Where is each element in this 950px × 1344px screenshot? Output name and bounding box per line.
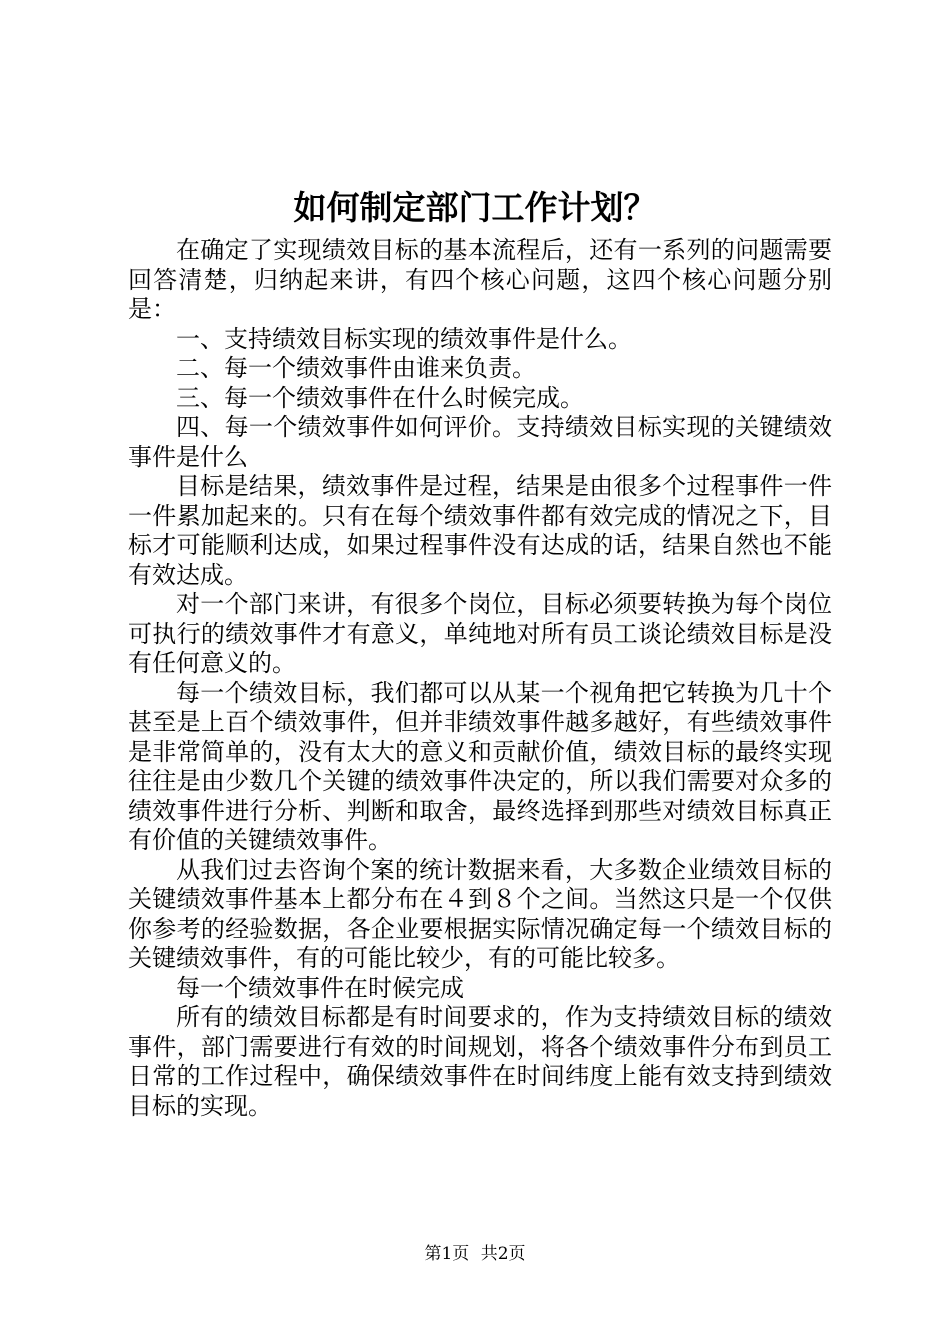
paragraph-item-2: 二、每一个绩效事件由谁来负责。 bbox=[176, 354, 536, 382]
paragraph-goal-result: 目标是结果，绩效事件是过程，结果是由很多个过程事件一件一件累加起来的。只有在每个绩效事件都有效完成的情况之下，目标才可能顺利达成，如果过程事件没有达成的话，结果自然也不能有效达成。 bbox=[128, 472, 832, 589]
paragraph-item-1: 一、支持绩效目标实现的绩效事件是什么。 bbox=[176, 324, 632, 353]
paragraph-item-4: 四、每一个绩效事件如何评价。支持绩效目标实现的关键绩效事件是什么 bbox=[128, 413, 832, 471]
paragraph-subheading: 每一个绩效事件在时候完成 bbox=[176, 973, 464, 1002]
paragraph-item-3: 三、每一个绩效事件在什么时候完成。 bbox=[176, 383, 584, 412]
paragraph-department: 对一个部门来讲，有很多个岗位，目标必须要转换为每个岗位可执行的绩效事件才有意义，单纯地对所有员工谈论绩效目标是没有任何意义的。 bbox=[128, 590, 832, 677]
paragraph-key-events: 每一个绩效目标，我们都可以从某一个视角把它转换为几十个甚至是上百个绩效事件，但并非绩效事件越多越好，有些绩效事件是非常简单的，没有太大的意义和贡献价值，绩效目标的最终实现往往是由少数几个关键的绩效事件决定的，所以我们需要对众多的绩效事件进行分析、判断和取舍，最终选择到那些对绩效目标真正有价值的关键绩效事件。 bbox=[128, 678, 832, 854]
page-footer bbox=[0, 1242, 950, 1266]
paragraph-statistics: 从我们过去咨询个案的统计数据来看，大多数企业绩效目标的关键绩效事件基本上都分布在４到８个之间。当然这只是一个仅供你参考的经验数据，各企业要根据实际情况确定每一个绩效目标的关键绩效事件，有的可能比较少，有的可能比较多。 bbox=[128, 855, 832, 972]
page-number: 第1页 bbox=[424, 1244, 470, 1264]
paragraph-intro: 在确定了实现绩效目标的基本流程后，还有一系列的问题需要回答清楚，归纳起来讲，有四个核心问题，这四个核心问题分别是： bbox=[128, 236, 832, 323]
page-total: 共2页 bbox=[480, 1244, 526, 1264]
document-body bbox=[128, 236, 832, 1121]
document-title: 如何制定部门工作计划？ bbox=[293, 188, 657, 227]
paragraph-time-planning: 所有的绩效目标都是有时间要求的，作为支持绩效目标的绩效事件，部门需要进行有效的时间规划，将各个绩效事件分布到员工日常的工作过程中，确保绩效事件在时间纬度上能有效支持到绩效目标的实现。 bbox=[128, 1003, 832, 1120]
